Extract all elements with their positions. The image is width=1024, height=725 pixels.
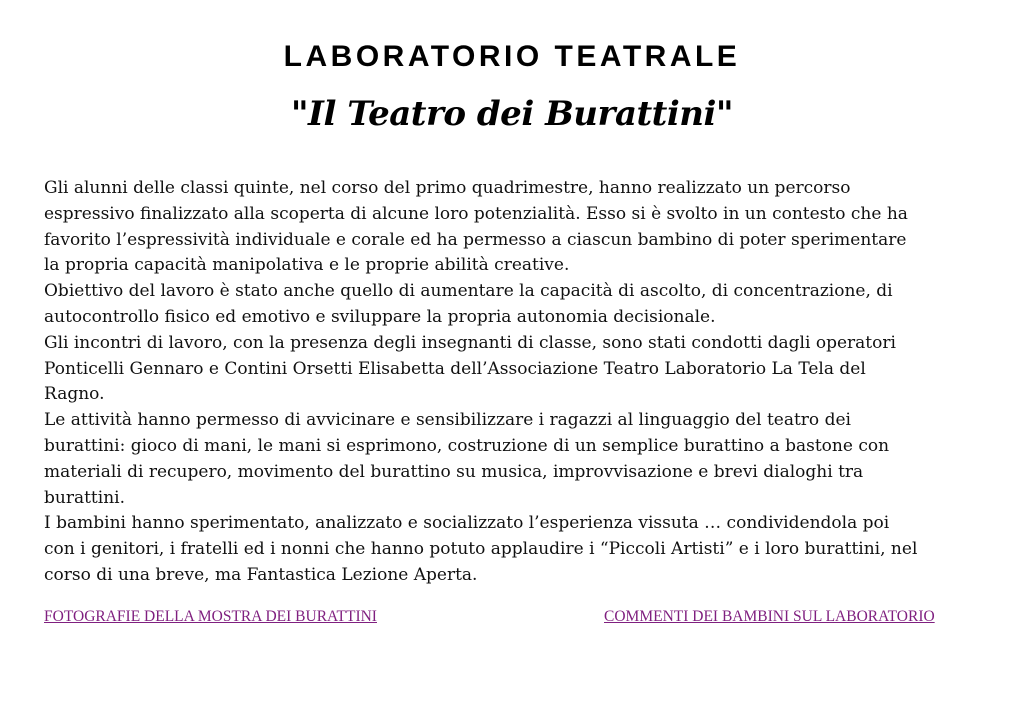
body-line: Ponticelli Gennaro e Contini Orsetti Elisabetta dell’Associazione Teatro Laboratorio La Tela del bbox=[44, 358, 866, 379]
body-line: la propria capacità manipolativa e le proprie abilità creative. bbox=[44, 255, 570, 276]
page-title: LABORATORIO TEATRALE bbox=[283, 40, 741, 73]
comments-link[interactable]: COMMENTI DEI BAMBINI SUL LABORATORIO bbox=[604, 608, 935, 625]
body-line: Gli alunni delle classi quinte, nel corso del primo quadrimestre, hanno realizzato un percorso bbox=[44, 178, 851, 198]
body-line: materiali di recupero, movimento del burattino su musica, improvvisazione e brevi dialoghi tra bbox=[44, 461, 864, 482]
body-line: burattini: gioco di mani, le mani si esprimono, costruzione di un semplice burattino a bastone con bbox=[44, 435, 890, 456]
body-line: Le attività hanno permesso di avvicinare e sensibilizzare i ragazzi al linguaggio del teatro dei bbox=[44, 410, 851, 431]
body-line: con i genitori, i fratelli ed i nonni che hanno potuto applaudire i “Piccoli Artisti” e i loro burattini, nel bbox=[44, 539, 918, 560]
photos-link[interactable]: FOTOGRAFIE DELLA MOSTRA DEI BURATTINI bbox=[44, 608, 377, 625]
body-line: espressivo finalizzato alla scoperta di alcune loro potenzialità. Esso si è svolto in un contesto che ha bbox=[44, 203, 908, 224]
body-line: favorito l’espressività individuale e corale ed ha permesso a ciascun bambino di poter sperimentare bbox=[44, 229, 907, 250]
body-line: I bambini hanno sperimentato, analizzato e socializzato l’esperienza vissuta … condividendola poi bbox=[44, 513, 890, 534]
body-line: Ragno. bbox=[44, 384, 105, 405]
body-line: autocontrollo fisico ed emotivo e sviluppare la propria autonomia decisionale. bbox=[44, 306, 716, 327]
body-line: burattini. bbox=[44, 487, 125, 508]
body-line: Gli incontri di lavoro, con la presenza degli insegnanti di classe, sono stati condotti dagli operatori bbox=[44, 332, 896, 353]
body-paragraphs bbox=[44, 176, 984, 589]
page-subtitle: "Il Teatro dei Burattini" bbox=[290, 94, 734, 134]
body-line: Obiettivo del lavoro è stato anche quello di aumentare la capacità di ascolto, di concentrazione, di bbox=[44, 281, 893, 302]
body-line: corso di una breve, ma Fantastica Lezione Aperta. bbox=[44, 564, 478, 585]
